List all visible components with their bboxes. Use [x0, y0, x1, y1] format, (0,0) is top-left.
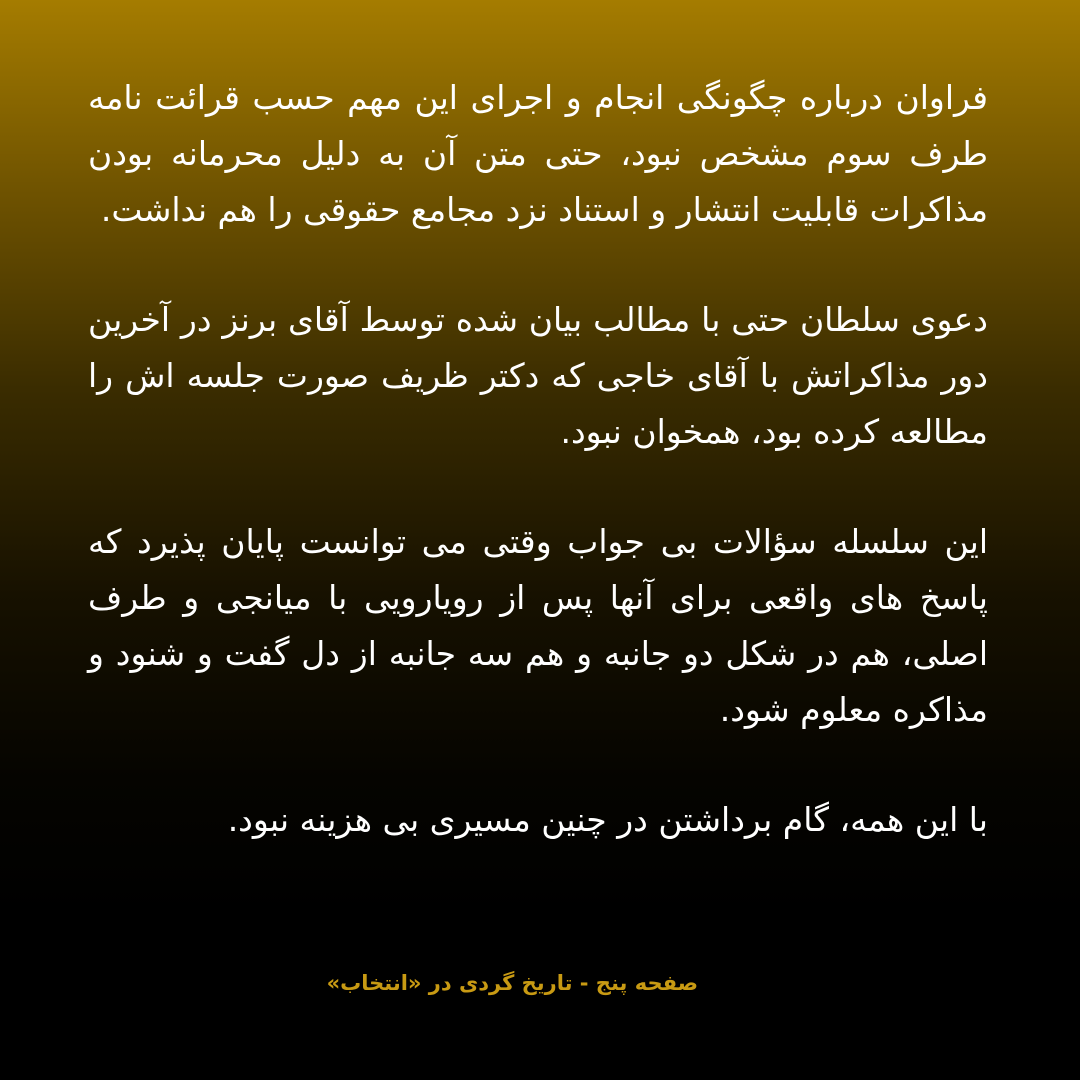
- article-body: [88, 70, 988, 902]
- paragraph-2: دعوی سلطان حتی با مطالب بیان شده توسط آقای برنز در آخرین دور مذاکراتش با آقای خاجی که دکتر ظریف صورت جلسه اش را مطالعه کرده بود، همخوان نبود.: [88, 300, 988, 451]
- paragraph-3: این سلسله سؤالات بی جواب وقتی می توانست پایان پذیرد که پاسخ های واقعی برای آنها پس از رویارویی با میانجی و طرف اصلی، هم در شکل دو جانبه و هم سه جانبه از دل گفت و شنود و مذاکره معلوم شود.: [88, 522, 988, 729]
- paragraph-4: با این همه، گام برداشتن در چنین مسیری بی هزینه نبود.: [227, 800, 988, 839]
- paragraph-1: فراوان درباره چگونگی انجام و اجرای این مهم حسب قرائت نامه طرف سوم مشخص نبود، حتی متن آن به دلیل محرمانه بودن مذاکرات قابلیت انتشار و استناد نزد مجامع حقوقی را هم نداشت.: [88, 78, 988, 229]
- page-footer: صفحه پنج - تاریخ گردی در «انتخاب»: [326, 971, 698, 995]
